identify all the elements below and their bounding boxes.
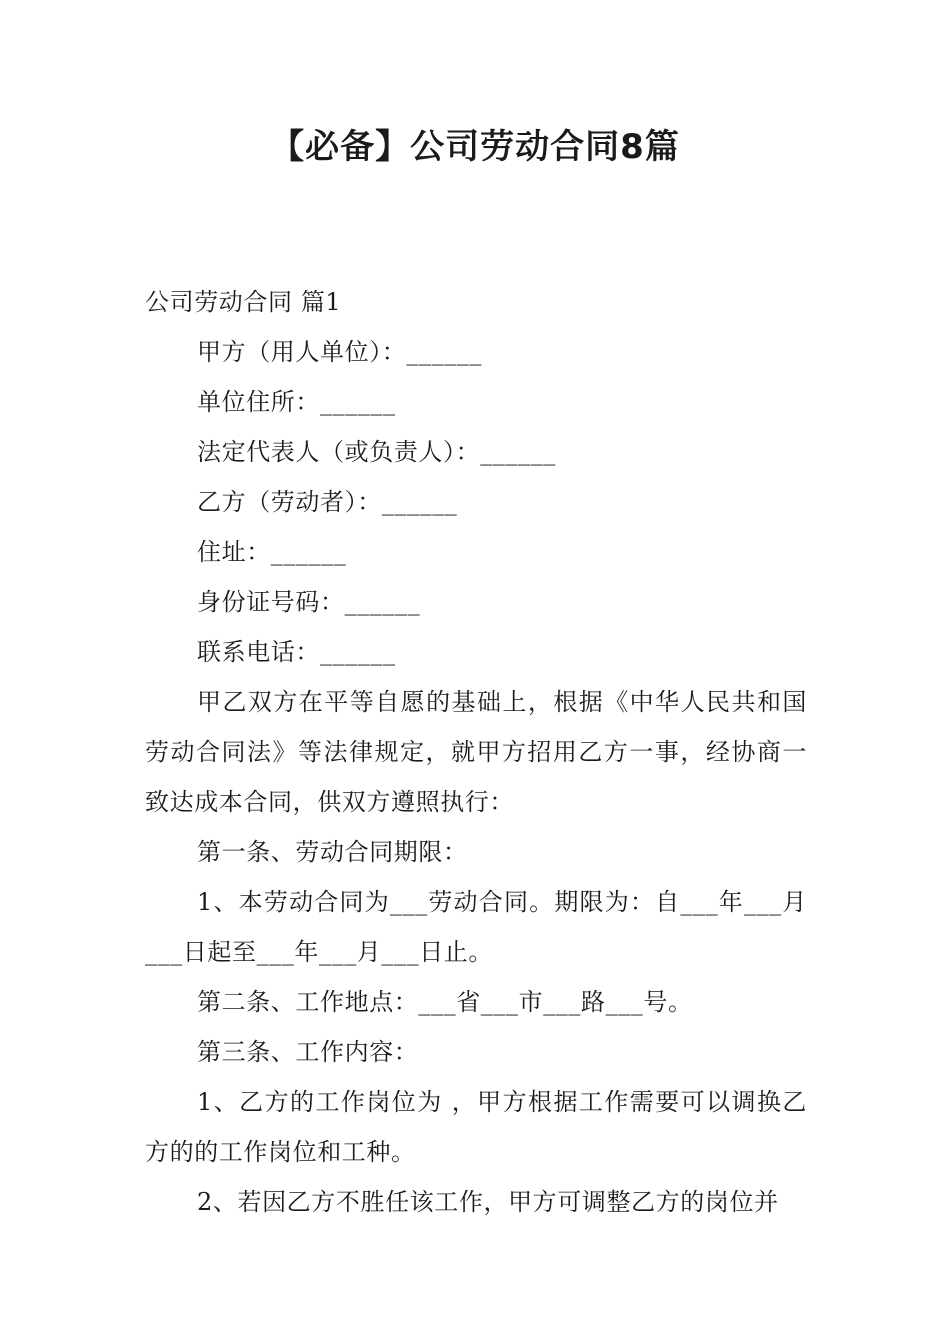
article-3-clause-1: 1、乙方的工作岗位为 ，甲方根据工作需要可以调换乙方的的工作岗位和工种。 (145, 1088, 807, 1166)
field-legal-representative: 法定代表人（或负责人）：______ (197, 438, 556, 466)
article-1-clause-1: 1、本劳动合同为___劳动合同。期限为：自___年___月___日起至___年___月___日止。 (145, 888, 807, 966)
preamble-paragraph: 甲乙双方在平等自愿的基础上，根据《中华人民共和国劳动合同法》等法律规定，就甲方招用乙方一事，经协商一致达成本合同，供双方遵照执行： (145, 688, 807, 816)
section-heading: 公司劳动合同 篇1 (145, 288, 342, 316)
article-2-heading: 第二条、工作地点：___省___市___路___号。 (197, 988, 693, 1016)
document-title: 【必备】公司劳动合同8篇 (270, 127, 680, 167)
article-3-clause-2: 2、若因乙方不胜任该工作，甲方可调整乙方的岗位并 (197, 1188, 779, 1216)
article-3-heading: 第三条、工作内容： (197, 1038, 419, 1066)
field-phone: 联系电话：______ (197, 638, 396, 666)
field-id-number: 身份证号码：______ (197, 588, 421, 616)
document-body (145, 277, 807, 1227)
article-1-heading: 第一条、劳动合同期限： (197, 838, 468, 866)
field-party-a: 甲方（用人单位）：______ (197, 338, 482, 366)
field-address: 住址：______ (197, 538, 347, 566)
field-party-b: 乙方（劳动者）：______ (197, 488, 458, 516)
field-employer-address: 单位住所：______ (197, 388, 396, 416)
